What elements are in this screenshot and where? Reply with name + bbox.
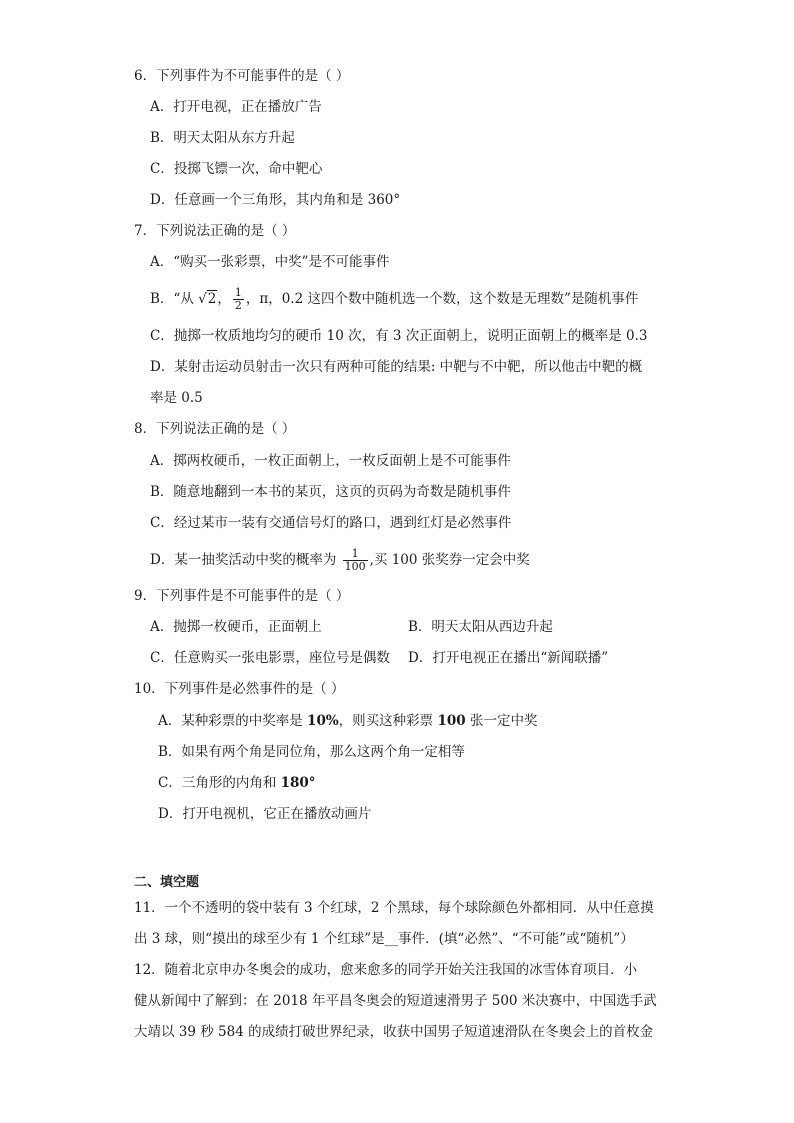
question-7-option-d-line2: 率是 0.5	[150, 390, 203, 406]
question-11-line2: 出 3 球，则“摸出的球至少有 1 个红球”是__事件．(填“必然”、“不可能”或“随机”）	[134, 931, 634, 947]
question-10-option-a-part1: A．某种彩票的中奖率是	[158, 713, 308, 729]
question-7-option-b-sep: ，	[217, 291, 231, 307]
fraction-numerator: 1	[343, 548, 368, 561]
question-7-option-b-rest: ，π，0.2 这四个数中随机选一个数，这个数是无理数”是随机事件	[245, 291, 639, 307]
question-7-stem: 7．下列说法正确的是（ ）	[134, 223, 296, 239]
question-6-option-c: C．投掷飞镖一次，命中靶心	[150, 161, 323, 177]
sqrt-symbol: √	[198, 291, 207, 307]
question-7-option-c: C．抛掷一枚质地均匀的硬币 10 次，有 3 次正面朝上，说明正面朝上的概率是 0.3	[150, 328, 648, 344]
question-6-option-a: A．打开电视，正在播放广告	[150, 99, 322, 115]
question-10-option-d: D．打开电视机，它正在播放动画片	[158, 806, 372, 822]
question-9-option-a: A．抛掷一枚硬币，正面朝上	[150, 619, 322, 635]
sqrt-radicand: 2	[207, 291, 217, 307]
question-10-stem: 10．下列事件是必然事件的是（ ）	[134, 681, 345, 697]
question-6-option-b: B．明天太阳从东方升起	[150, 130, 295, 146]
fraction-one-hundredth	[343, 548, 368, 573]
question-6-stem: 6．下列事件为不可能事件的是（ ）	[134, 68, 350, 84]
question-9-option-c: C．任意购买一张电影票，座位号是偶数	[150, 650, 390, 666]
sqrt-expression	[198, 289, 217, 309]
question-8-option-d	[150, 548, 530, 573]
question-10-option-c-part1: C．三角形的内角和	[158, 775, 281, 791]
question-10-option-a-count: 100	[437, 713, 466, 729]
question-8-stem: 8．下列说法正确的是（ ）	[134, 421, 296, 437]
fraction-one-half	[233, 287, 244, 312]
question-9-option-d: D．打开电视正在播出“新闻联播”	[408, 650, 609, 666]
question-10-option-a-part3: 张一定中奖	[465, 713, 538, 729]
question-10-option-a-part2: ，则买这种彩票	[338, 713, 438, 729]
question-9-stem: 9．下列事件是不可能事件的是（ ）	[134, 588, 350, 604]
question-10-option-c	[158, 773, 316, 793]
section-title: 二、填空题	[134, 875, 200, 890]
fraction-denominator: 2	[234, 299, 242, 312]
question-8-option-d-prefix: D．某一抽奖活动中奖的概率为	[150, 552, 341, 568]
question-8-option-c: C．经过某市一装有交通信号灯的路口，遇到红灯是必然事件	[150, 515, 512, 531]
question-11-line1: 11．一个不透明的袋中装有 3 个红球，2 个黑球，每个球除颜色外都相同．从中任意摸	[134, 900, 654, 916]
question-8-option-b: B．随意地翻到一本书的某页，这页的页码为奇数是随机事件	[150, 484, 511, 500]
question-12-line2: 健从新闻中了解到：在 2018 年平昌冬奥会的短道速滑男子 500 米决赛中，中国选手武	[134, 993, 657, 1009]
question-8-option-a: A．掷两枚硬币，一枚正面朝上，一枚反面朝上是不可能事件	[150, 453, 511, 469]
fraction-denominator: 100	[344, 560, 366, 573]
question-8-option-d-rest: ,买 100 张奖券一定会中奖	[369, 552, 530, 568]
question-7-option-a: A．“购买一张彩票，中奖”是不可能事件	[150, 254, 390, 270]
question-10-option-c-angle: 180°	[280, 775, 316, 791]
question-7-option-d-line1: D．某射击运动员射击一次只有两种可能的结果: 中靶与不中靶，所以他击中靶的概	[150, 359, 643, 375]
question-12-line1: 12．随着北京申办冬奥会的成功，愈来愈多的同学开始关注我国的冰雪体育项目．小	[134, 962, 638, 978]
question-9-option-b: B．明天太阳从西边升起	[408, 619, 553, 635]
question-6-option-d: D．任意画一个三角形，其内角和是 360°	[150, 192, 401, 208]
question-10-option-a	[158, 711, 537, 731]
question-10-option-a-rate: 10%	[307, 713, 339, 729]
question-10-option-b: B．如果有两个角是同位角，那么这两个角一定相等	[158, 744, 465, 760]
question-7-option-b	[150, 287, 638, 312]
question-12-line3: 大靖以 39 秒 584 的成绩打破世界纪录，收获中国男子短道速滑队在冬奥会上的首枚金	[134, 1024, 654, 1040]
question-7-option-b-prefix: B．“从	[150, 291, 199, 307]
fraction-numerator: 1	[234, 286, 242, 299]
